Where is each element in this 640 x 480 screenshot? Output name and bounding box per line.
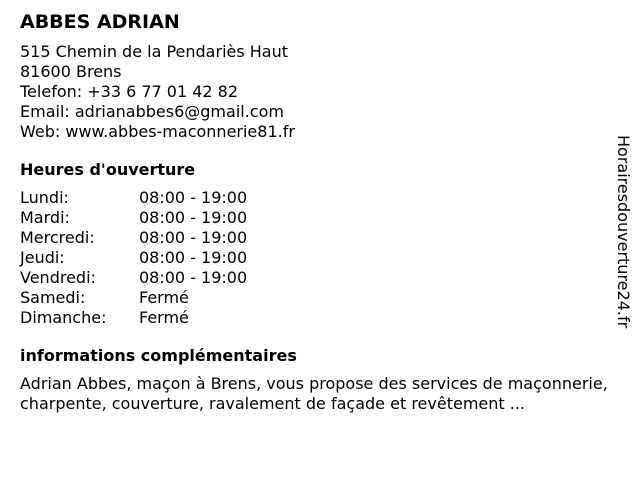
hours-day: Samedi: [20, 288, 86, 307]
hours-time: 08:00 - 19:00 [139, 268, 248, 287]
hours-time: Fermé [139, 308, 189, 327]
hours-row-tuesday [20, 208, 610, 228]
hours-row-sunday [20, 308, 610, 328]
hours-day: Vendredi: [20, 268, 96, 287]
hours-day: Lundi: [20, 188, 69, 207]
extra-info-heading: informations complémentaires [20, 346, 297, 365]
hours-day: Mardi: [20, 208, 70, 227]
hours-time: 08:00 - 19:00 [139, 228, 248, 247]
hours-row-wednesday [20, 228, 610, 248]
site-watermark: Horairesdouverture24.fr [614, 135, 633, 329]
email-line: Email: adrianabbes6@gmail.com [20, 102, 284, 121]
hours-time: 08:00 - 19:00 [139, 208, 248, 227]
hours-row-monday [20, 188, 610, 208]
hours-time: 08:00 - 19:00 [139, 248, 248, 267]
web-line: Web: www.abbes-maconnerie81.fr [20, 122, 295, 141]
hours-heading: Heures d'ouverture [20, 160, 196, 179]
address-line-2: 81600 Brens [20, 62, 122, 81]
hours-row-thursday [20, 248, 610, 268]
business-name: ABBES ADRIAN [20, 11, 180, 33]
hours-day: Dimanche: [20, 308, 107, 327]
hours-table [20, 188, 610, 328]
hours-row-friday [20, 268, 610, 288]
address-line-1: 515 Chemin de la Pendariès Haut [20, 42, 289, 61]
contact-block [20, 42, 610, 142]
business-card [20, 10, 610, 414]
business-description: Adrian Abbes, maçon à Brens, vous propose des services de maçonnerie, charpente, couverture, ravalement de façade et revêtement ... [20, 374, 608, 413]
hours-day: Jeudi: [20, 248, 65, 267]
hours-time: Fermé [139, 288, 189, 307]
hours-time: 08:00 - 19:00 [139, 188, 248, 207]
hours-day: Mercredi: [20, 228, 95, 247]
phone-line: Telefon: +33 6 77 01 42 82 [20, 82, 239, 101]
hours-row-saturday [20, 288, 610, 308]
